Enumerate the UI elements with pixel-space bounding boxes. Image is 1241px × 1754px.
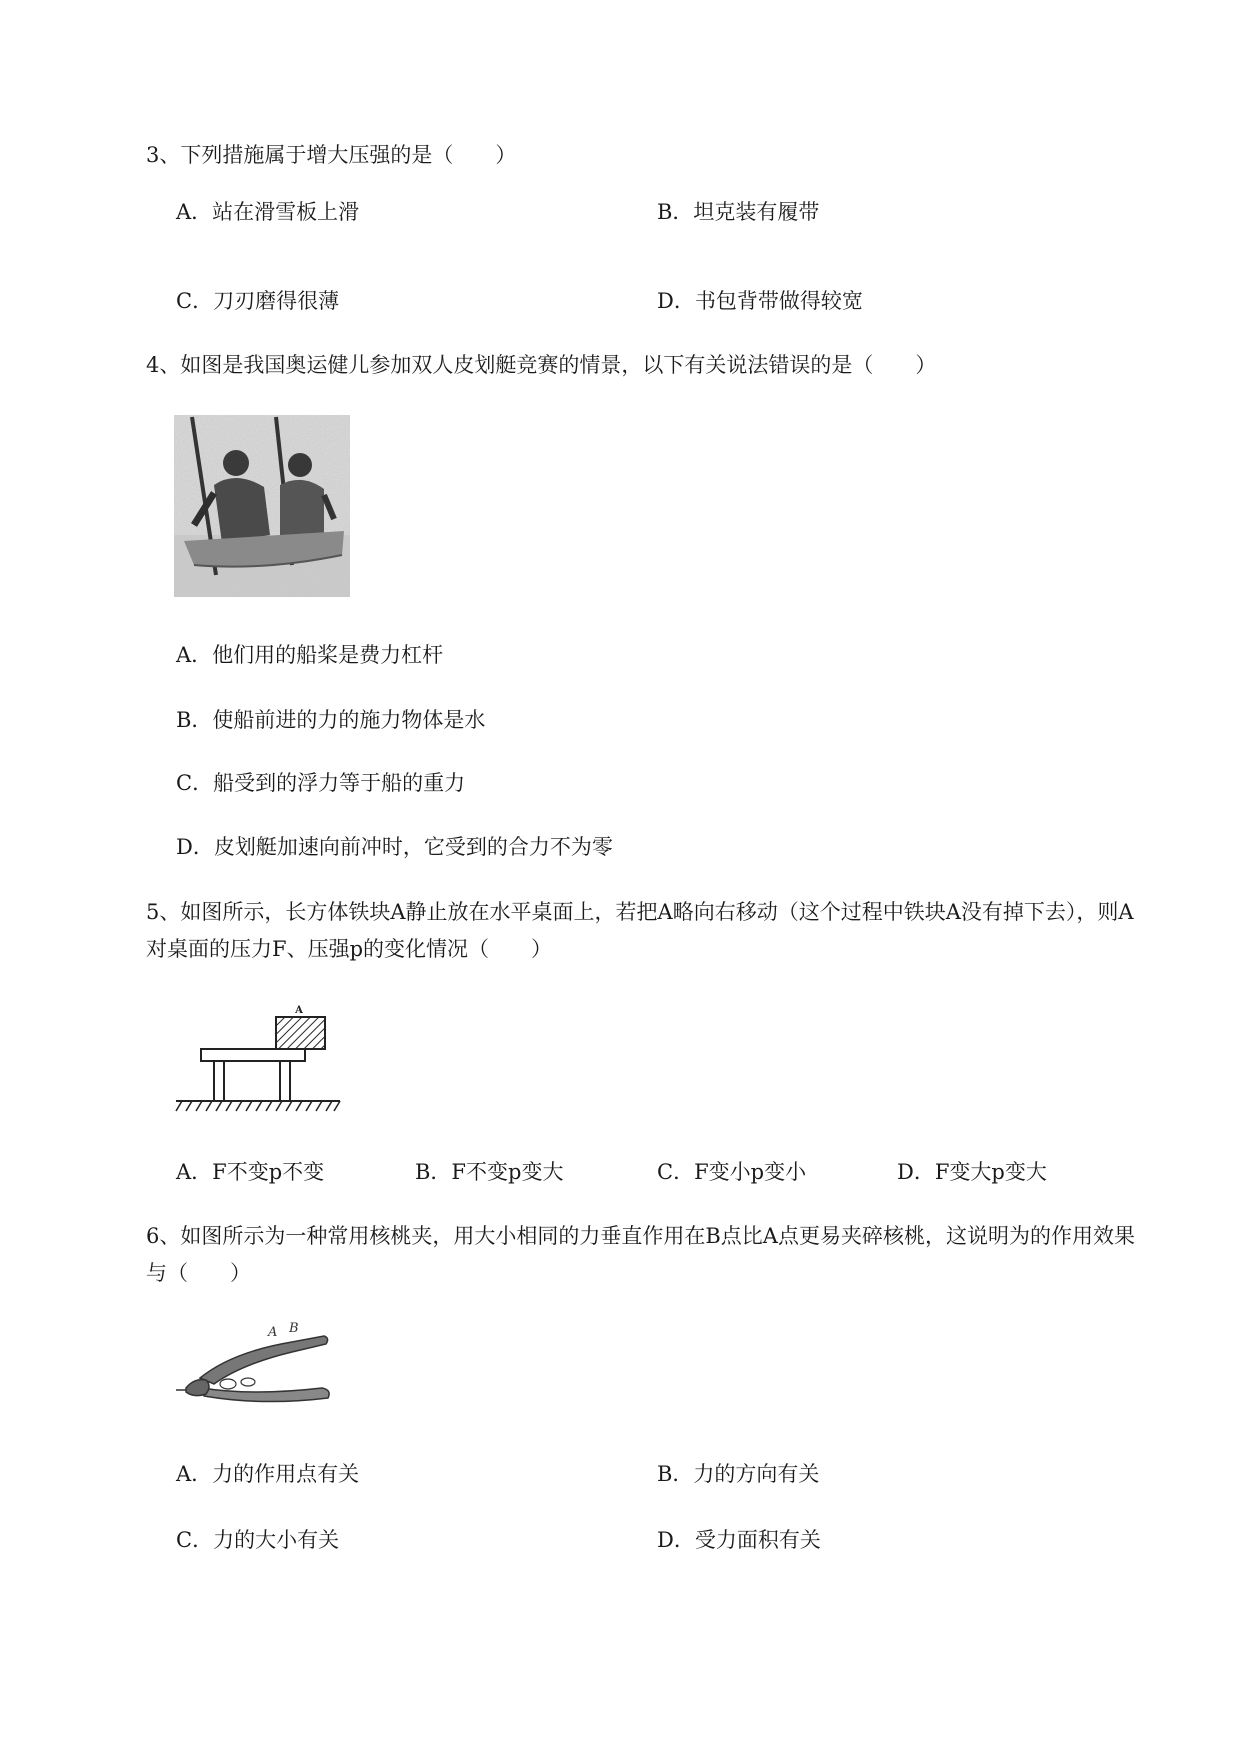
nutcracker-figure: [172, 1322, 342, 1406]
question-3-option-c: C．刀刃磨得很薄: [176, 289, 340, 313]
question-6-option-d: D．受力面积有关: [657, 1528, 821, 1552]
question-5-stem: 5、如图所示，长方体铁块A静止放在水平桌面上，若把A略向右移动（这个过程中铁块A没有掉下去），则A对桌面的压力F、压强p的变化情况（ ）: [146, 900, 1134, 961]
question-6-option-a: A．力的作用点有关: [176, 1462, 360, 1486]
question-5-option-b: B．F不变p变大: [415, 1160, 564, 1184]
question-4-stem: 4、如图是我国奥运健儿参加双人皮划艇竞赛的情景，以下有关说法错误的是（ ）: [146, 353, 937, 377]
table-block-diagram: [172, 1002, 344, 1114]
question-4-option-d: D．皮划艇加速向前冲时，它受到的合力不为零: [176, 835, 613, 859]
question-3-stem: 3、下列措施属于增大压强的是（ ）: [146, 143, 517, 167]
question-3-option-d: D．书包背带做得较宽: [657, 289, 863, 313]
question-6-option-c: C．力的大小有关: [176, 1528, 340, 1552]
question-5-option-d: D．F变大p变大: [897, 1160, 1047, 1184]
question-6-option-b: B．力的方向有关: [657, 1462, 820, 1486]
point-b-label: B: [289, 1322, 299, 1336]
question-4-option-b: B．使船前进的力的施力物体是水: [176, 708, 486, 732]
question-3-option-b: B．坦克装有履带: [657, 200, 820, 224]
kayak-photo: [174, 415, 350, 597]
question-6-stem: 6、如图所示为一种常用核桃夹，用大小相同的力垂直作用在B点比A点更易夹碎核桃，这说明为的作用效果与（ ）: [146, 1224, 1135, 1285]
question-4-option-c: C．船受到的浮力等于船的重力: [176, 771, 466, 795]
point-a-label: A: [268, 1325, 278, 1340]
question-4-option-a: A．他们用的船桨是费力杠杆: [176, 643, 444, 667]
question-5-option-c: C．F变小p变小: [657, 1160, 807, 1184]
block-a-label: A: [295, 1005, 303, 1016]
question-3-option-a: A．站在滑雪板上滑: [176, 200, 360, 224]
question-5-option-a: A．F不变p不变: [176, 1160, 325, 1184]
